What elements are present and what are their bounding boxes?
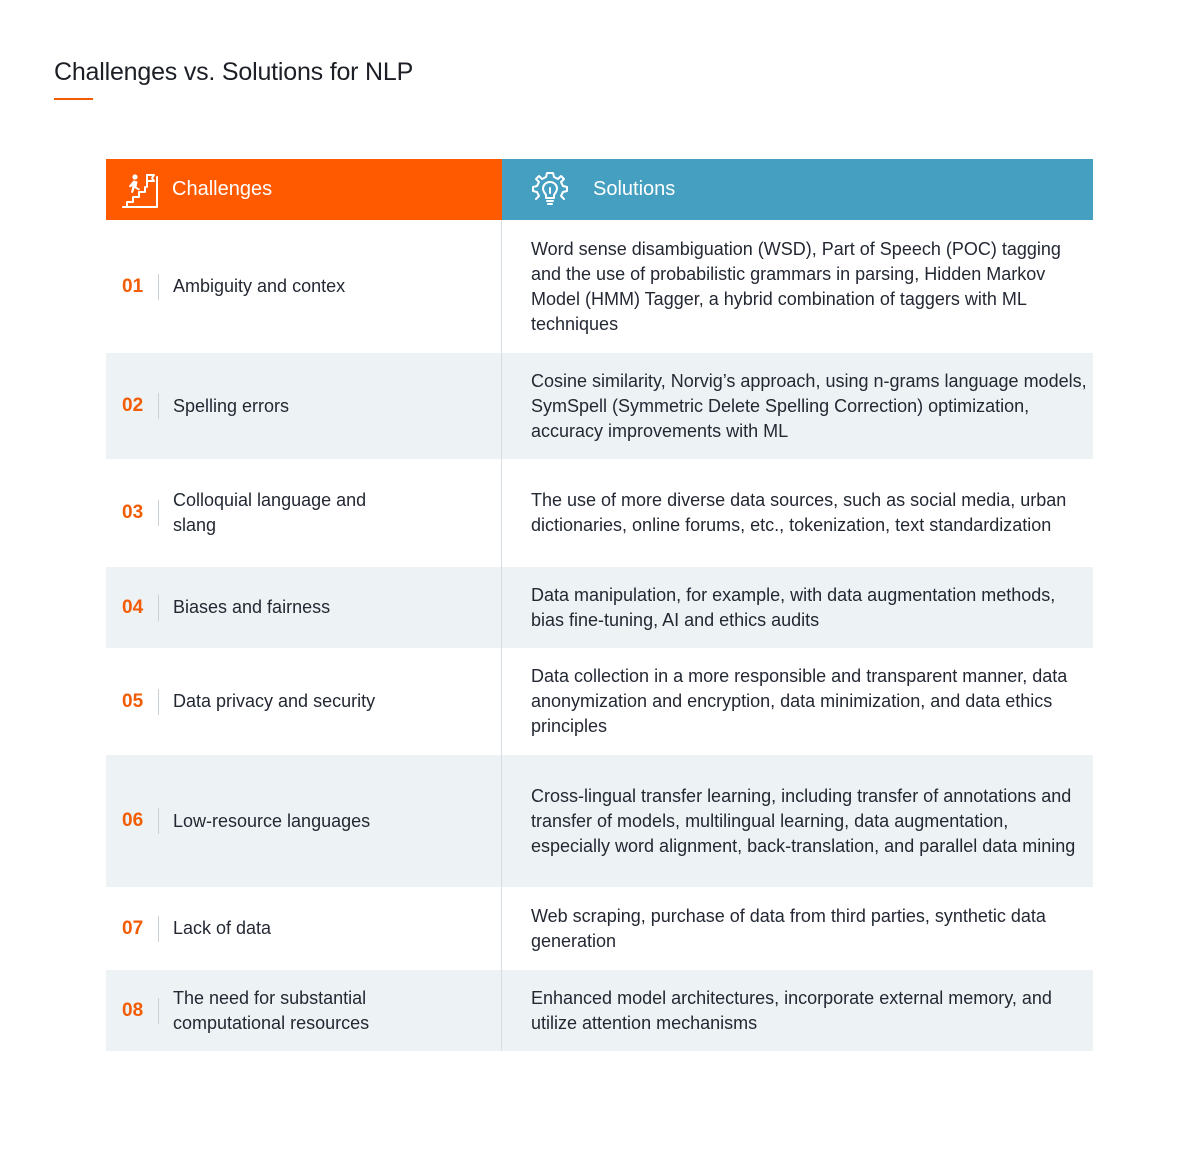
solution-text: Data manipulation, for example, with data augmentation methods, bias fine-tuning, AI and ethics audits bbox=[531, 584, 1056, 630]
challenges-header bbox=[106, 159, 502, 220]
challenge-cell bbox=[106, 887, 502, 970]
row-divider bbox=[158, 689, 159, 715]
page-title: Challenges vs. Solutions for NLP bbox=[54, 58, 414, 86]
row-number: 07 bbox=[122, 917, 144, 939]
solution-cell bbox=[502, 567, 1093, 648]
solution-text: Data collection in a more responsible and transparent manner, data anonymization and encryption, data minimization, and data ethics principles bbox=[531, 666, 1068, 736]
table-row bbox=[106, 459, 1093, 567]
solution-text: The use of more diverse data sources, such as social media, urban dictionaries, online forums, etc., tokenization, text standardization bbox=[531, 490, 1067, 535]
table-row bbox=[106, 567, 1093, 648]
challenge-text: Spelling errors bbox=[173, 395, 290, 416]
row-number: 03 bbox=[122, 502, 144, 523]
table-row bbox=[106, 648, 1093, 755]
row-divider bbox=[158, 274, 159, 300]
challenge-cell bbox=[106, 648, 502, 755]
solution-text: Cross-lingual transfer learning, including transfer of annotations and transfer of models, multilingual learning, data augmentation, especially word alignment, back-translation, and parallel data mining bbox=[531, 785, 1076, 856]
solution-text: Web scraping, purchase of data from third parties, synthetic data generation bbox=[531, 905, 1046, 951]
stairs-runner-flag-icon bbox=[121, 171, 159, 209]
challenge-text: Biases and fairness bbox=[173, 597, 331, 617]
solution-cell bbox=[502, 353, 1093, 459]
challenge-cell bbox=[106, 567, 502, 648]
solution-text: Word sense disambiguation (WSD), Part of Speech (POC) tagging and the use of probabilistic grammars in parsing, Hidden Markov Model (HMM) Tagger, a hybrid combination of taggers with ML techniques bbox=[531, 238, 1061, 334]
row-divider bbox=[158, 808, 159, 834]
row-divider bbox=[158, 595, 159, 621]
challenge-text: Colloquial language and slang bbox=[173, 490, 367, 535]
row-divider bbox=[158, 393, 159, 419]
table-row bbox=[106, 970, 1093, 1051]
solution-cell bbox=[502, 755, 1093, 887]
challenge-text: Lack of data bbox=[173, 918, 272, 938]
solution-cell bbox=[502, 970, 1093, 1051]
challenge-text: Ambiguity and contex bbox=[173, 276, 346, 296]
row-number: 06 bbox=[122, 810, 144, 831]
solution-text: Enhanced model architectures, incorporate external memory, and utilize attention mechanisms bbox=[531, 987, 1052, 1033]
challenge-cell bbox=[106, 353, 502, 459]
solution-cell bbox=[502, 220, 1093, 353]
row-number: 04 bbox=[122, 596, 144, 618]
comparison-table bbox=[106, 159, 1093, 1051]
table-row bbox=[106, 220, 1093, 353]
row-number: 08 bbox=[122, 999, 144, 1021]
solution-cell bbox=[502, 887, 1093, 970]
table-row bbox=[106, 353, 1093, 459]
challenges-header-label: Challenges bbox=[172, 178, 273, 200]
challenge-text: The need for substantial computational resources bbox=[173, 987, 370, 1033]
challenge-cell bbox=[106, 755, 502, 887]
table-row bbox=[106, 887, 1093, 970]
challenge-cell bbox=[106, 220, 502, 353]
table-header bbox=[106, 159, 1093, 220]
challenge-text: Data privacy and security bbox=[173, 691, 376, 711]
row-number: 02 bbox=[122, 395, 144, 416]
challenge-cell bbox=[106, 970, 502, 1051]
row-number: 05 bbox=[122, 690, 144, 712]
challenge-cell bbox=[106, 459, 502, 567]
solutions-header-label: Solutions bbox=[593, 178, 676, 200]
lightbulb-gear-icon bbox=[531, 171, 569, 209]
row-divider bbox=[158, 500, 159, 526]
title-underline bbox=[54, 98, 93, 100]
row-divider bbox=[158, 998, 159, 1024]
solutions-header bbox=[502, 159, 1093, 220]
solution-cell bbox=[502, 459, 1093, 567]
table-row bbox=[106, 755, 1093, 887]
row-divider bbox=[158, 916, 159, 942]
solution-cell bbox=[502, 648, 1093, 755]
row-number: 01 bbox=[122, 275, 144, 297]
solution-text: Cosine similarity, Norvig’s approach, using n-grams language models, SymSpell (Symmetric Delete Spelling Correction) optimization, accuracy improvements with ML bbox=[531, 370, 1087, 441]
challenge-text: Low-resource languages bbox=[173, 810, 371, 831]
